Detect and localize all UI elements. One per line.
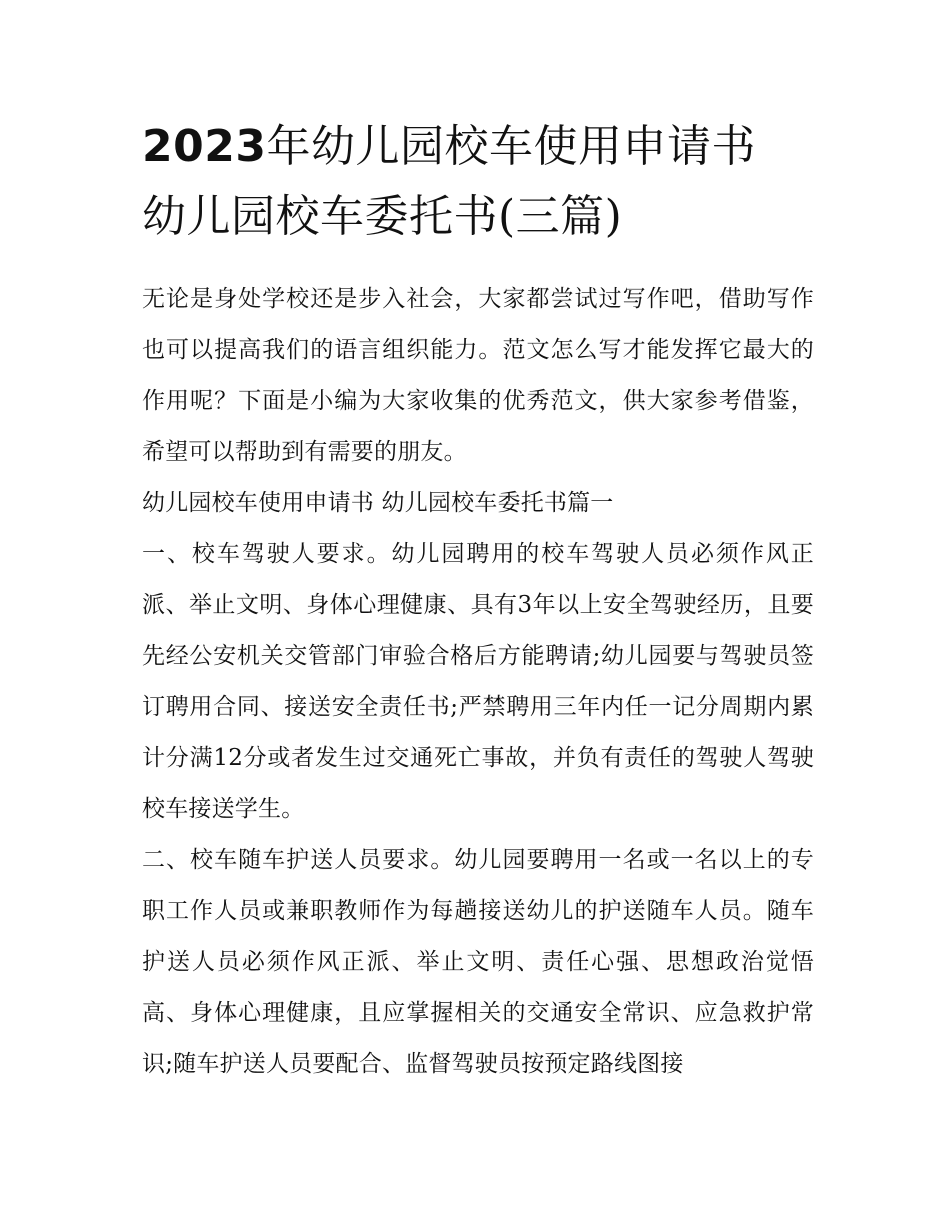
document-title bbox=[142, 112, 814, 252]
document-page bbox=[142, 112, 814, 1090]
title-year: 2023 bbox=[142, 121, 267, 172]
title-line1: 年幼儿园校车使用申请书 bbox=[266, 121, 756, 172]
paragraph-driver-requirements: 一、校车驾驶人要求。幼儿园聘用的校车驾驶人员必须作风正派、举止文明、身体心理健康、具有3年以上安全驾驶经历，且要先经公安机关交管部门审验合格后方能聘请;幼儿园要与驾驶员签订聘用合同、接送安全责任书;严禁聘用三年内任一记分周期内累计分满12分或者发生过交通死亡事故，并负有责任的驾驶人驾驶校车接送学生。 bbox=[142, 541, 814, 822]
paragraph-escort-requirements: 二、校车随车护送人员要求。幼儿园要聘用一名或一名以上的专职工作人员或兼职教师作为每趟接送幼儿的护送随车人员。随车护送人员必须作风正派、举止文明、责任心强、思想政治觉悟高、身体心理健康，且应掌握相关的交通安全常识、应急救护常识;随车护送人员要配合、监督驾驶员按预定路线图接 bbox=[142, 847, 814, 1077]
document-body bbox=[142, 274, 814, 1090]
section-heading: 幼儿园校车使用申请书 幼儿园校车委托书篇一 bbox=[142, 490, 614, 516]
intro-paragraph: 无论是身处学校还是步入社会，大家都尝试过写作吧，借助写作也可以提高我们的语言组织能力。范文怎么写才能发挥它最大的作用呢？下面是小编为大家收集的优秀范文，供大家参考借鉴，希望可以帮助到有需要的朋友。 bbox=[142, 286, 814, 465]
title-line2: 幼儿园校车委托书(三篇) bbox=[142, 191, 623, 242]
